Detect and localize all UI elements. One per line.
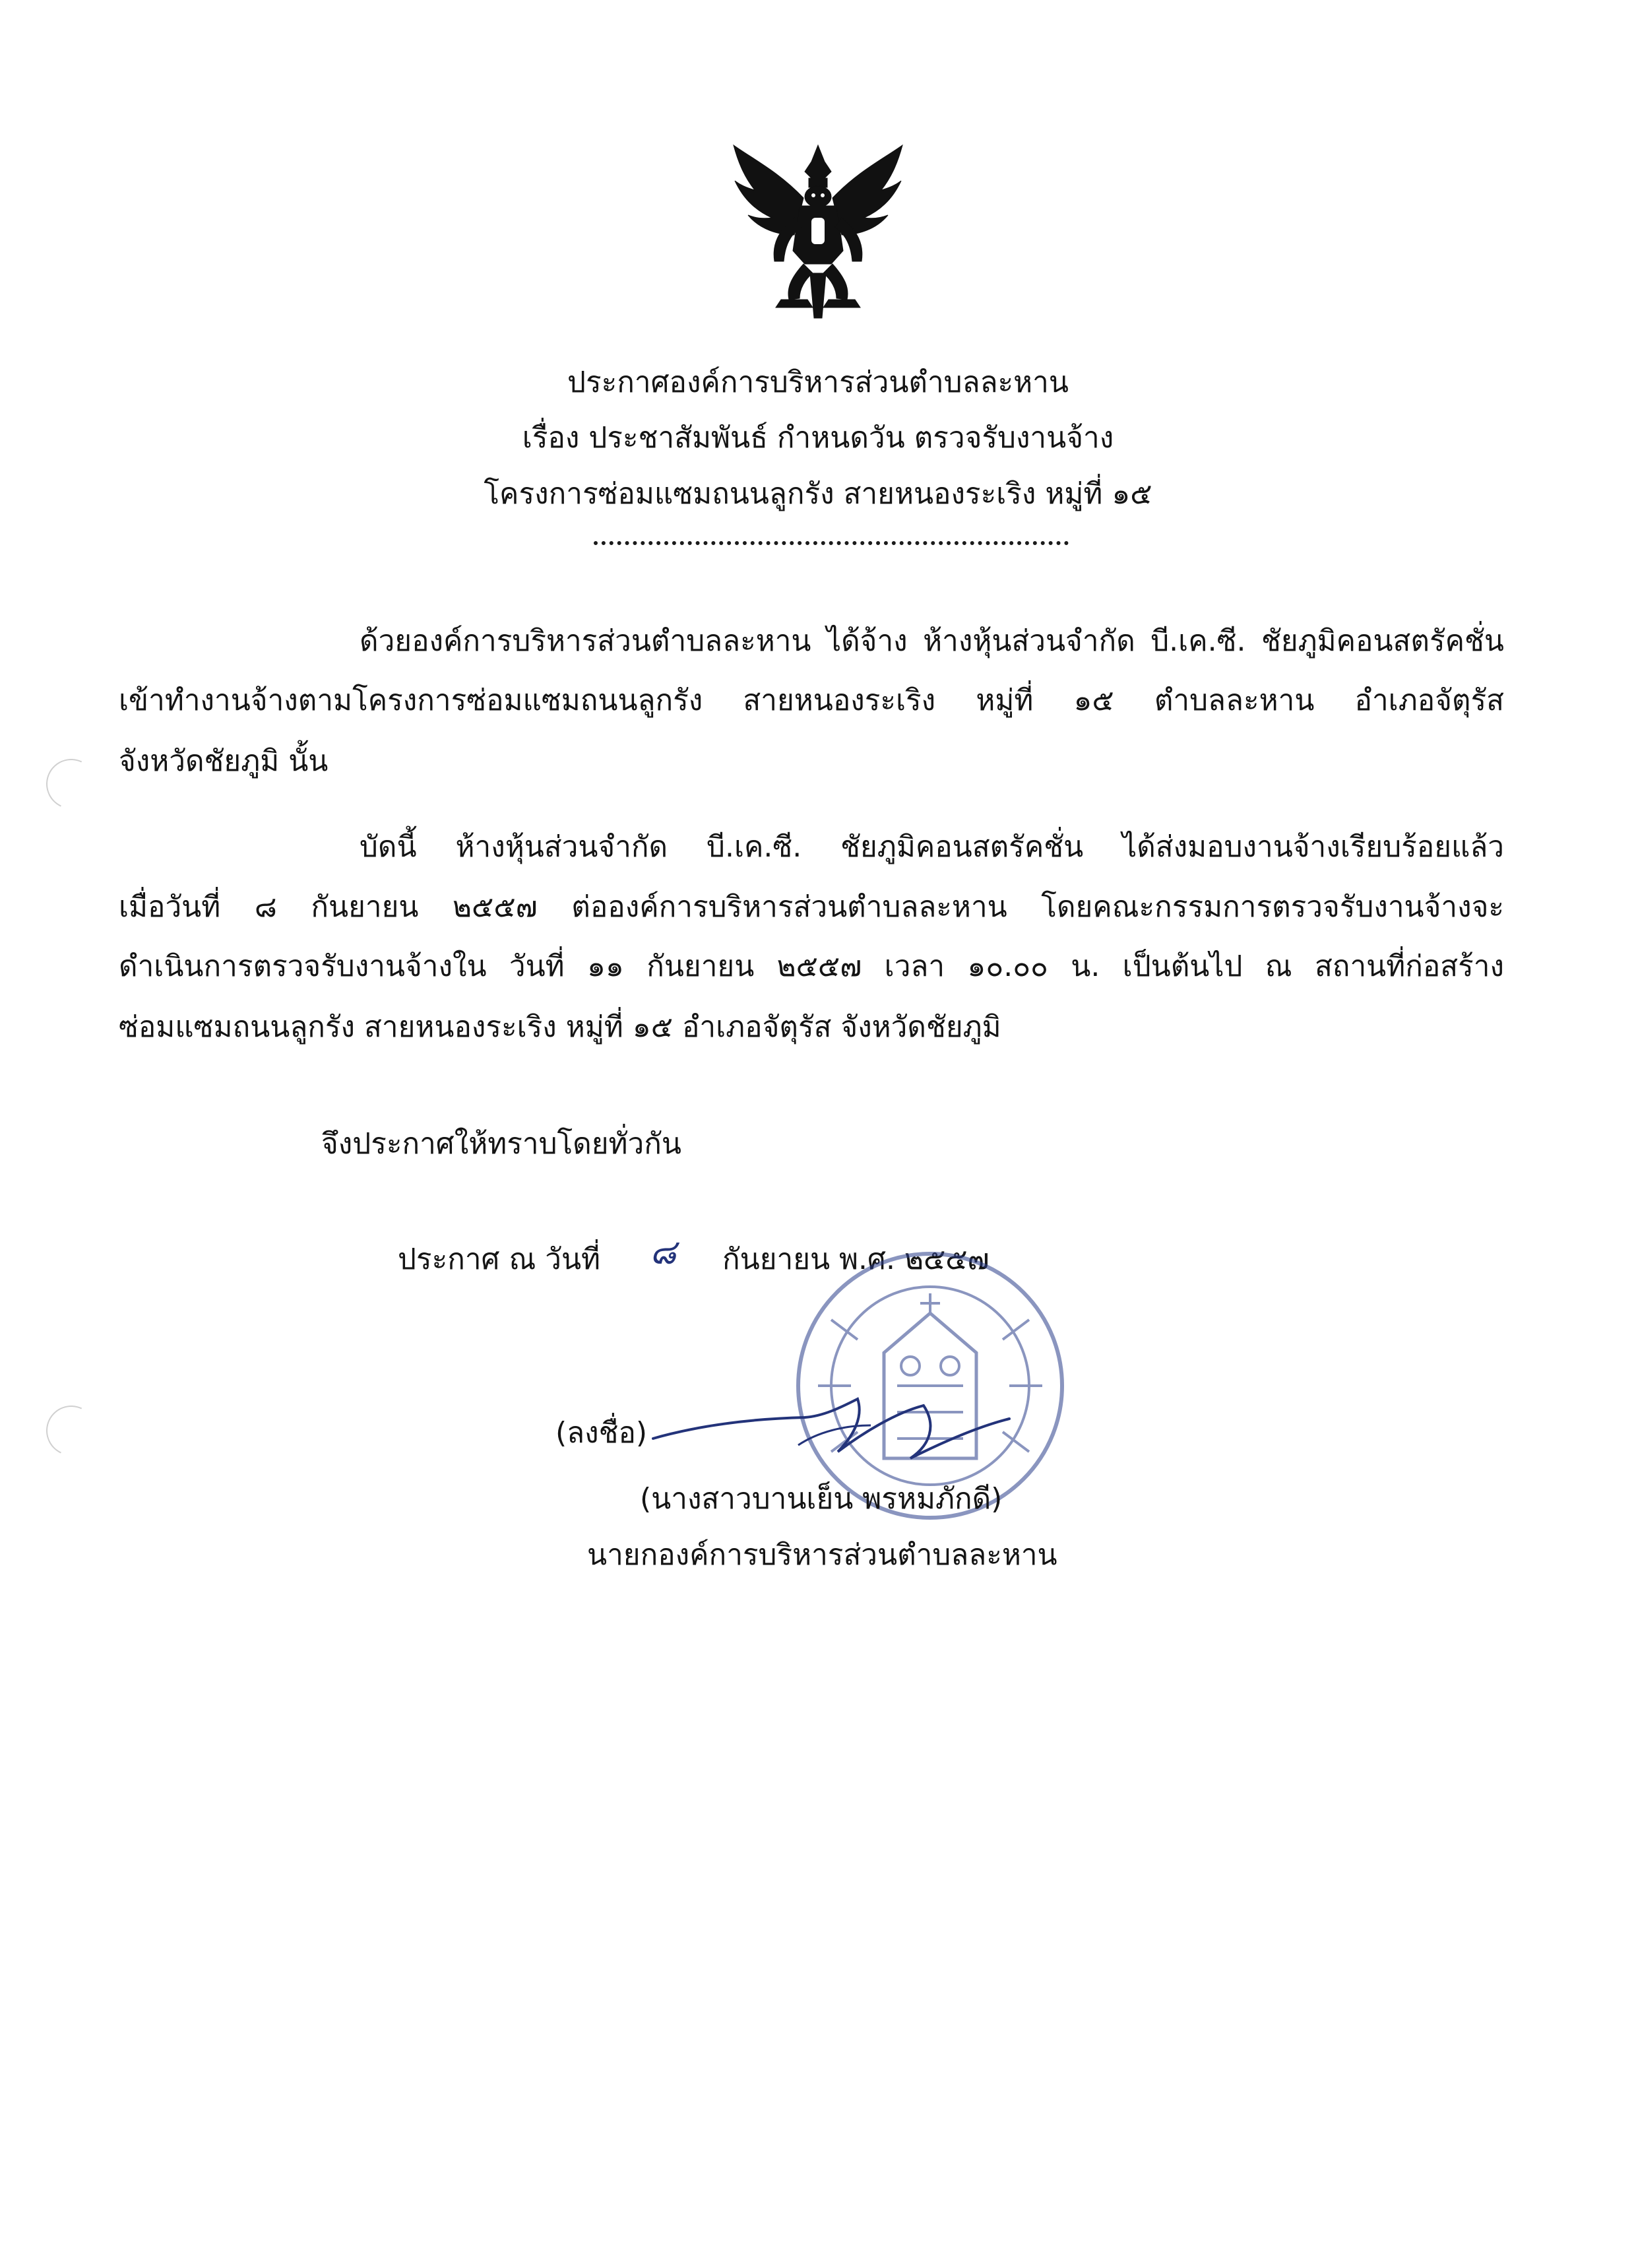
paragraph2-line4: ซ่อมแซมถนนลูกรัง สายหนองระเริง หมู่ที่ ๑๕ อำเภอจัตุรัส จังหวัดชัยภูมิ (119, 1010, 1001, 1044)
closing-statement: จึงประกาศให้ทราบโดยทั่วกัน (321, 1127, 681, 1161)
handwritten-signature (646, 1379, 1016, 1472)
paragraph2-line1: บัดนี้ ห้างหุ้นส่วนจำกัด บี.เค.ซี. ชัยภูมิคอนสตรัคชั่น ได้ส่งมอบงานจ้างเรียบร้อยแล้ว (360, 830, 1504, 864)
announcement-title: ประกาศองค์การบริหารส่วนตำบลละหาน (567, 366, 1069, 399)
paragraph2-line2: เมื่อวันที่ ๘ กันยายน ๒๕๕๗ ต่อองค์การบริหารส่วนตำบลละหาน โดยคณะกรรมการตรวจรับงานจ้างจะ (119, 890, 1504, 924)
date-month-year: กันยายน พ.ศ. ๒๕๕๗ (722, 1243, 990, 1276)
paragraph1-line1: ด้วยองค์การบริหารส่วนตำบลละหาน ได้จ้าง ห้างหุ้นส่วนจำกัด บี.เค.ซี. ชัยภูมิคอนสตรัคชั่น (360, 624, 1504, 658)
paragraph1-line3: จังหวัดชัยภูมิ นั้น (119, 744, 329, 778)
paragraph2-line3: ดำเนินการตรวจรับงานจ้างใน วันที่ ๑๑ กันยายน ๒๕๕๗ เวลา ๑๐.๐๐ น. เป็นต้นไป ณ สถานที่ก่อสร้าง (119, 950, 1504, 983)
date-prefix: ประกาศ ณ วันที่ (398, 1243, 601, 1276)
garuda-emblem-icon (726, 132, 910, 323)
signer-position: นายกองค์การบริหารส่วนตำบลละหาน (587, 1538, 1057, 1572)
punch-hole (39, 752, 103, 816)
paragraph1-line2: เข้าทำงานจ้างตามโครงการซ่อมแซมถนนลูกรัง สายหนองระเริง หมู่ที่ ๑๕ ตำบลละหาน อำเภอจัตุรัส (119, 684, 1504, 717)
announcement-subject: เรื่อง ประชาสัมพันธ์ กำหนดวัน ตรวจรับงานจ้าง (522, 421, 1114, 455)
punch-hole (39, 1398, 103, 1462)
date-day-handwritten: ๘ (650, 1233, 677, 1272)
sign-label: (ลงชื่อ) (555, 1416, 648, 1450)
announcement-project: โครงการซ่อมแซมถนนลูกรัง สายหนองระเริง หมู่ที่ ๑๕ (484, 477, 1152, 511)
signer-name: (นางสาวบานเย็น พรหมภักดี) (640, 1482, 1003, 1516)
dotted-separator (594, 541, 1069, 545)
